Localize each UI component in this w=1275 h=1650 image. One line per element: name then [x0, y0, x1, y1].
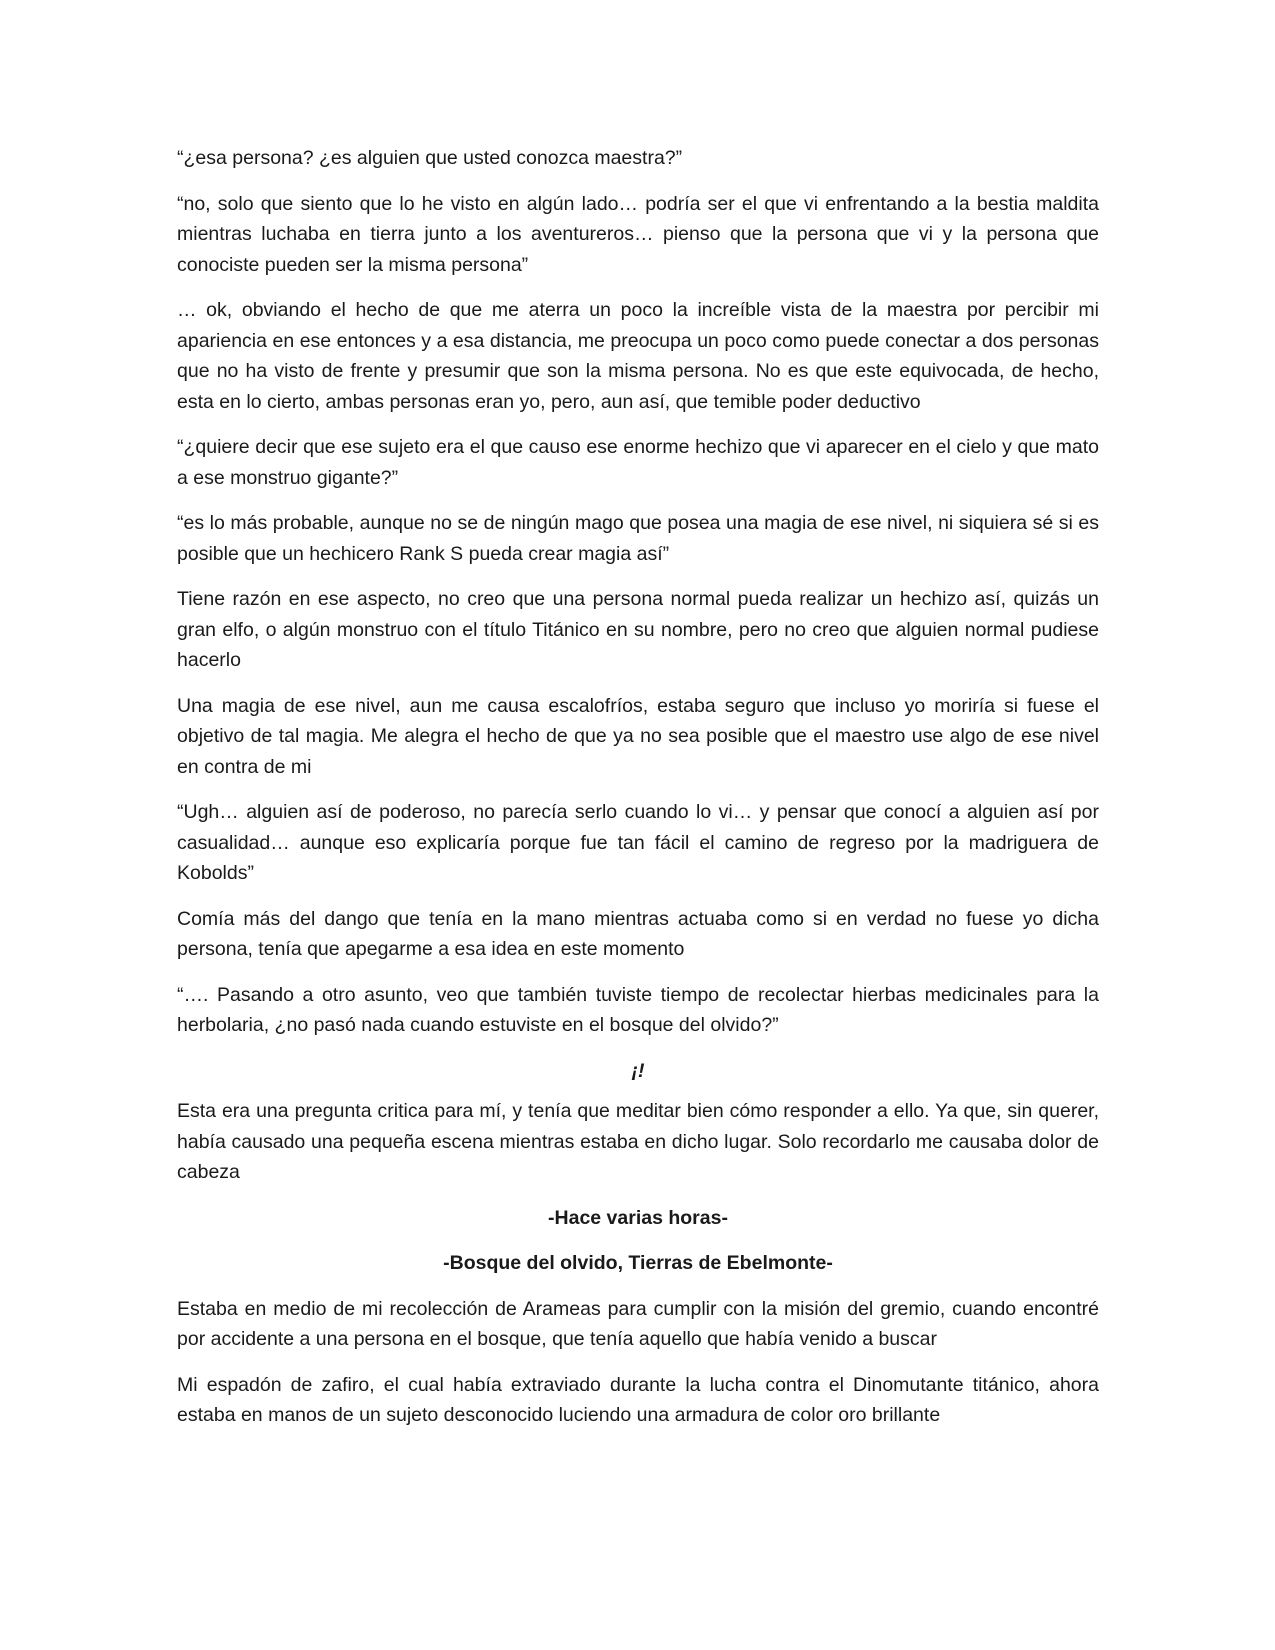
- paragraph: “no, solo que siento que lo he visto en algún lado… podría ser el que vi enfrentando a la bestia maldita mientras luchaba en tierra junto a los aventureros… pienso que la persona que vi y la persona que conociste pueden ser la misma persona”: [177, 192, 1099, 276]
- paragraph: … ok, obviando el hecho de que me aterra un poco la increíble vista de la maestra por percibir mi apariencia en ese entonces y a esa distancia, me preocupa un poco como puede conectar a dos personas que no ha visto de frente y presumir que son la misma persona. No es que este equivocada, de hecho, esta en lo cierto, ambas personas eran yo, pero, aun así, que temible poder deductivo: [177, 299, 1099, 413]
- paragraph: Esta era una pregunta critica para mí, y tenía que meditar bien cómo responder a ello. Ya que, sin querer, había causado una pequeña escena mientras estaba en dicho lugar. Solo recordarlo me causaba dolor de cabeza: [177, 1100, 1099, 1183]
- paragraph: “…. Pasando a otro asunto, veo que también tuviste tiempo de recolectar hierbas medicinales para la herbolaria, ¿no pasó nada cuando estuviste en el bosque del olvido?”: [177, 983, 1099, 1036]
- paragraph: Mi espadón de zafiro, el cual había extraviado durante la lucha contra el Dinomutante titánico, ahora estaba en manos de un sujeto desconocido luciendo una armadura de color oro brillante: [177, 1373, 1099, 1426]
- paragraph: “¿quiere decir que ese sujeto era el que causo ese enorme hechizo que vi aparecer en el cielo y que mato a ese monstruo gigante?”: [177, 436, 1099, 489]
- paragraph: Tiene razón en ese aspecto, no creo que una persona normal pueda realizar un hechizo así, quizás un gran elfo, o algún monstruo con el título Titánico en su nombre, pero no creo que alguien normal pudiese hacerlo: [177, 588, 1099, 671]
- paragraph: Una magia de ese nivel, aun me causa escalofríos, estaba seguro que incluso yo moriría si fuese el objetivo de tal magia. Me alegra el hecho de que ya no sea posible que el maestro use algo de ese nivel en contra de mi: [177, 694, 1099, 778]
- document-body: [177, 143, 1099, 1446]
- exclamation-mark: ¡!: [631, 1059, 645, 1082]
- scene-time-heading: -Hace varias horas-: [548, 1206, 728, 1229]
- paragraph: “¿esa persona? ¿es alguien que usted conozca maestra?”: [177, 147, 683, 169]
- paragraph: “Ugh… alguien así de poderoso, no parecía serlo cuando lo vi… y pensar que conocí a alguien así por casualidad… aunque eso explicaría porque fue tan fácil el camino de regreso por la madriguera de Kobolds”: [177, 801, 1099, 884]
- scene-place-heading: -Bosque del olvido, Tierras de Ebelmonte-: [443, 1252, 833, 1274]
- paragraph: “es lo más probable, aunque no se de ningún mago que posea una magia de ese nivel, ni siquiera sé si es posible que un hechicero Rank S pueda crear magia así”: [177, 512, 1099, 565]
- paragraph: Comía más del dango que tenía en la mano mientras actuaba como si en verdad no fuese yo dicha persona, tenía que apegarme a esa idea en este momento: [177, 907, 1099, 960]
- paragraph: Estaba en medio de mi recolección de Arameas para cumplir con la misión del gremio, cuando encontré por accidente a una persona en el bosque, que tenía aquello que había venido a buscar: [177, 1297, 1099, 1350]
